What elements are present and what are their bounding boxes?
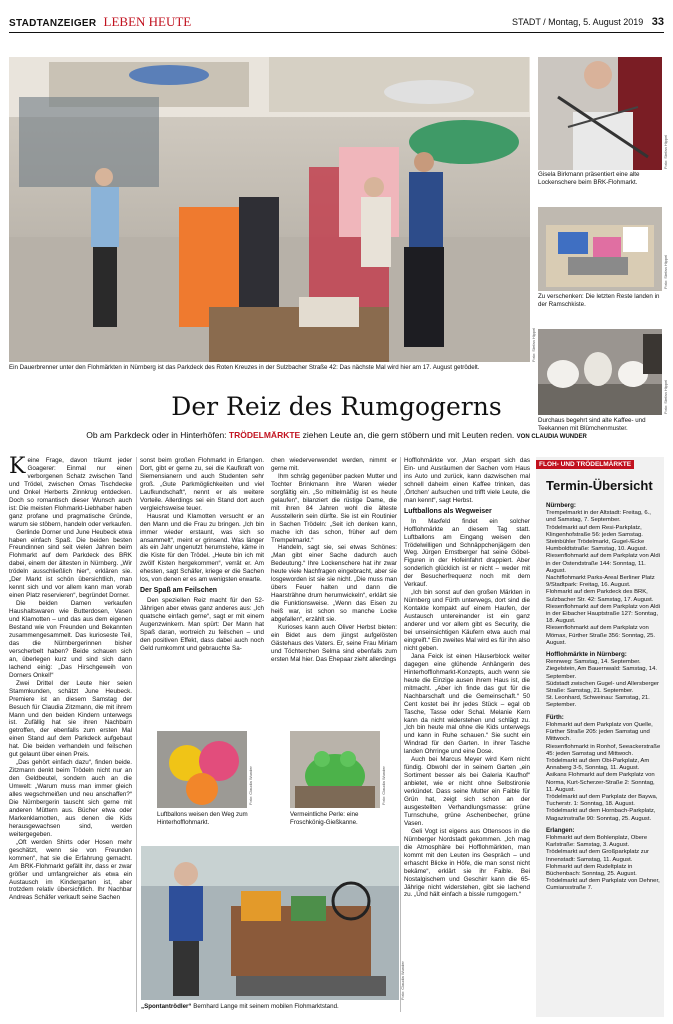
sidebar-title: Termin-Übersicht <box>546 478 653 493</box>
page-number: 33 <box>651 16 664 28</box>
paragraph: Auch bei Marcus Meyer wird Kern nicht fündig. Obwohl der in seinem Garten „ein Sortiment besser als bei Galeria Kaufhof“ anbietet, wie er nicht ohne Selbstironie verkündet. Dass seine Mutter ein Faible für Grün hat, zeigt sich schon an der ausgestellten Verhandlungsmasse: grüne Turnschuhe, grüne Aschenbecher, grüne Vasen. <box>404 756 530 827</box>
headline: Der Reiz des Rumgogerns <box>171 392 502 421</box>
sidebar-list <box>546 498 662 893</box>
byline: VON CLAUDIA WUNDER <box>516 434 587 440</box>
paragraph: „Ich bin sonst auf den großen Märkten in Nürnberg und Fürth unterwegs, dort sind die Kontakte kompakt auf einem Haufen, der Austausch untereinander ist ein ganz anderer und vor allem gibt es Security, die bei unseinsichtigen Käufern etwa auch mal eingreift.“ Ein zweites Mal wird es für ihn also nicht geben. <box>404 589 530 652</box>
caption-text: Bernhard Lange mit seinem mobilen Flohmarktstand. <box>191 1003 339 1010</box>
dateline-text: STADT / Montag, 5. August 2019 <box>511 17 644 27</box>
subheading: Der Spaß am Feilschen <box>140 587 218 595</box>
paper-name: STADTANZEIGER <box>9 18 97 29</box>
list-item: Rennweg: Samstag, 14. September. <box>546 659 641 666</box>
paragraph: sonst beim großen Flohmarkt in Erlangen. Dort, gibt er gerne zu, sei die Kaufkraft von Siemensianern und auch Studenten sehr groß. „Gute Parkmöglichkeiten und viel Laufkundschaft“, nennt er als weitere Vorteile. Allerdings sei ein Stand dort auch vergleichsweise teuer. <box>140 457 264 512</box>
deck-text-2: ziehen Leute an, die gern stöbern und mit Leuten reden. <box>300 430 515 440</box>
sidebar-tag: FLOH- UND TRÖDELMÄRKTE <box>536 460 634 469</box>
article-column-2 <box>140 457 264 653</box>
section-name: LEBEN HEUTE <box>103 14 192 29</box>
list-item: St. Leonhard, Schweinau: Samstag, 21. September. <box>546 695 650 709</box>
photo-caption-6 <box>141 1003 399 1011</box>
list-item: Trödelmarkt auf dem Großparkplatz zur Innenstadt: Samstag, 11. August. <box>546 849 649 863</box>
paragraph: Hofflohmärkte vor. „Man erspart sich das Ein- und Ausräumen der Sachen vom Haus ins Auto und zurück, kann dazwischen mal schnell daheim einen Kaffee trinken, das ‚Örtchen‘ aufsuchen und trifft viele Leute, die man kennt“, sagt Herbst. <box>404 457 530 504</box>
list-item: Trödelmarkt auf dem Obi-Parkplatz, Am Annaberg 3-5, Sonntag, 11. August. <box>546 757 650 772</box>
sidebar-heading: Erlangen: <box>546 826 575 834</box>
list-item: Trödelmarkt auf dem Parkplatz von Dehner, Cumiansstraße 7. <box>546 878 660 892</box>
list-item: Trödelmarkt auf dem Resi-Parkplatz, Klingenhofstraße 56: jeden Samstag. <box>546 524 643 538</box>
paragraph: Hausrat und Klamotten versucht er an den Mann und die Frau zu bringen. „Ich bin immer wieder erstaunt, was sich so ansammelt“, meint er grinsend. Was länger als ein Jahr ungenutzt herumstehe, käme in die Kiste für den Trödel. „Heute bin ich mit zwölf Kisten hergekommen“, verrät er. Am ehesten, sagt Schäfer, kriege er die Sachen los, von denen er es am wenigsten erwarte. <box>140 512 264 584</box>
list-item: Trödelmarkt auf dem Parkplatz der Baywa, Tucherstr. 1: Sonntag, 18. August. <box>546 793 658 808</box>
photo-credit-1: Foto: Stefan Hippel <box>663 134 668 169</box>
article-column-1 <box>9 454 132 902</box>
paragraph: Handeln, sagt sie, sei etwas Schönes: „Man gibt einer Sache dadurch auch Bedeutung.“ Ihre Lockenschere hat ihr zwar heute viele Nachfragen eingebracht, aber sie losgeworden ist sie sie nicht. „Die muss man übers Feuer halten und dann die Haarsträhne drum herumwickeln“, erklärt sie die Funktionsweise. „Wenn das Eisen zu heiß war, ist schon so manche Locke abgefallen“, erzählt sie. <box>271 544 397 624</box>
list-item: Südstadt zwischen Gugel- und Allersberger Straße: Samstag, 21. September. <box>546 680 659 695</box>
dateline <box>512 16 664 28</box>
drop-cap: K <box>9 454 26 479</box>
list-item: Steinbühler Trödelmarkt, Gugel-/Ecke Humboldtstraße: Samstag, 10. August. <box>546 539 648 553</box>
list-item: Trempelmarkt in der Altstadt: Freitag, 6., und Samstag, 7. September. <box>546 510 651 524</box>
list-item: Nachtflohmarkt Parks-Areal Berliner Platz 9/Stadtpark: Freitag, 16. August. <box>546 575 655 589</box>
photo-credit-3: Foto: Stefan Hippel <box>663 379 668 414</box>
photo-caption-2: Zu verschenken: Die letzten Reste landen in der Ramschkiste. <box>538 293 660 308</box>
photo-credit-6: Foto: Claudia Wunder <box>400 961 405 1000</box>
list-item: Riesenflohmarkt auf dem Parkplatz von Mömax, Fürther Straße 356: Sonntag, 25. August. <box>546 625 656 646</box>
deck <box>9 430 664 440</box>
paragraph: Keine Frage, davon träumt jeder Goagerer: Einmal nur einen verborgenen Schatz zwischen Tand und Trödel, zwischen Omas Tischdecke und Onkel Herberts Zinnkrug entdecken. Doch so romantisch dieser Wunsch auch ist: Die meisten Flohmarkt-Liebhaber haben ganz profane und pragmatische Gründe, warum sie stöbern, handeln oder verkaufen. <box>9 454 132 528</box>
list-item: Flohmarkt auf dem Parkplatz von Quelle, Fürther Straße 205: jeden Samstag und Mittwoch. <box>546 721 653 743</box>
photo-credit-4: Foto: Claudia Wunder <box>248 766 253 805</box>
list-item: Riesenflohmarkt auf dem Parkplatz von Aldi in der Ostendstraße 144: Sonntag, 11. August. <box>546 553 660 574</box>
photo-caption-4: Luftballons weisen den Weg zum Hinterhofflohmarkt. <box>157 811 248 826</box>
photo-luftballons <box>157 731 247 808</box>
sidebar-heading: Fürth: <box>546 713 564 721</box>
paragraph: Zwei Drittel der Leute hier seien Stammkunden, schätzt June Heubeck. Premiere ist an diesem Samstag der Besuch für Claudia Zitzmann, die mit ihrem Mann und den beiden Kindern unterwegs ist. Zufällig hat sie ihren Nachbarn getroffen, der ebenfalls zum ersten Mal einen Stand auf dem Parkdeck aufgebaut hat. Die beiden verhandeln und feilschen gut gelaunt über einen Preis. <box>9 679 132 759</box>
paragraph: „Oft werden Shirts oder Hosen mehr geschätzt, wenn sie von Freunden kommen“, hat sie die Erfahrung gemacht. Am BRK-Flohmarkt gefällt ihr, dass er zwar größer und umfangreicher als etwa ein Austausch im Kindergarten ist, aber trotzdem relativ übersichtlich. Ihr Nachbar Andreas Schäfer verkauft seine Sachen <box>9 838 132 902</box>
paragraph: Gerlinde Dorner und June Heubeck etwa haben einfach Spaß. Die beiden besten Freundinnen sind seit vielen Jahren beim Flohmarkt auf dem Parkdeck des BRK dabei, einem der ältesten in Nürnberg. „Wir trödeln ausschließlich hier“, erklären sie. „Der Markt ist schön übersichtlich, man kennt sich und vor allem kann man vorab einen Platz reservieren“, begründet Dorner. <box>9 528 132 600</box>
paragraph: „Das gehört einfach dazu“, finden beide. Zitzmann denkt beim Trödeln nicht nur an den Geldbeutel, sondern auch an die Umwelt: „Warum muss man immer gleich alles wegschmeißen und neu anschaffen?“ Die Nürnbergerin tauscht sich gerne mit anderen Müttern aus. Bücher etwa oder Markenklamotten, aus denen die Kids herausgewachsen sind, werden weitergegeben. <box>9 759 132 838</box>
masthead <box>9 14 191 30</box>
article-column-4 <box>404 457 530 899</box>
photo-lockenschere <box>538 57 662 170</box>
deck-text-1: Ob am Parkdeck oder in Hinterhöfen: <box>86 430 229 440</box>
list-item: Trödelmarkt auf dem Hornbach-Parkplatz, Magazinstraße 90: Sonntag, 25. August. <box>546 808 656 822</box>
header-rule <box>9 32 664 33</box>
article-column-3 <box>271 457 397 664</box>
column-divider <box>136 457 137 1012</box>
list-item: Flohmarkt auf dem Parkdeck des BRK, Sulzbacher Str. 42: Samstag, 17. August. <box>546 589 654 603</box>
subheading: Luftballons als Wegweiser <box>404 507 492 515</box>
paragraph: Die beiden Damen verkaufen Haushaltswaren wie Butterdosen, Vasen und Klamotten – und das aus dem eigenen Bestand wie von Freunden und Bekannten zusammengesammelt. Das kurioseste Teil, das die Nürnbergerinnen bisher verscherbelt haben? Beide schauen sich an, überlegen kurz und sind sich dann lachend einig: „Das Hirschgeweih von Dorners Onkel!“ <box>9 600 132 679</box>
paragraph: In Maxfeld findet ein solcher Hofflohmärkte an diesem Tag statt. Luftballons am Eingang weisen den Trödelwilligen und Schnäppchenjägern den Weg. Jürgen Ernstberger hat seine Göbel-Figuren in der Hofeinfahrt drappiert. Aber sonderlich glücklich ist er nicht – weder mit der Besucherfrequenz noch mit dem Verkauf. <box>404 517 530 589</box>
deck-keyword: TRÖDELMÄRKTE <box>228 430 301 440</box>
list-item: Flohmarkt auf dem Bohlenplatz, Obere Karlstraße: Samstag, 3. August. <box>546 834 648 849</box>
main-photo-credit: Foto: Stefan Hippel <box>531 327 536 362</box>
photo-credit-2: Foto: Stefan Hippel <box>663 254 668 289</box>
photo-caption-1: Gisela Birkmann präsentiert eine alte Lockenschere beim BRK-Flohmarkt. <box>538 171 640 186</box>
column-divider <box>400 457 401 1012</box>
main-photo <box>9 57 530 362</box>
photo-ramschkiste <box>538 207 662 291</box>
list-item: Riesenflohmarkt in Ronhof, Seeackerstraße 45: jeden Samstag und Mittwoch. <box>546 743 661 757</box>
paragraph: Kurioses kann auch Oliver Herbst bieten: ein Bidet aus dem jüngst aufgelösten Gästehaus des Vaters. Er, seine Frau Miriam und Töchterchen Selma sind ebenfalls zum ersten Mal hier. Das Ehepaar zieht allerdings <box>271 624 397 663</box>
sidebar-heading: Hofflohmärkte in Nürnberg: <box>546 651 627 659</box>
main-photo-caption: Ein Dauerbrenner unter den Flohmärkten in Nürnberg ist das Parkdeck des Roten Kreuzes in der Sulzbacher Straße 42: Das nächste Mal wird hier am 17. August getrödelt. <box>9 364 480 371</box>
paragraph: chen wiederverwendet werden, nimmt er gerne mit. <box>271 457 397 472</box>
photo-froschkoenig <box>290 731 380 808</box>
list-item: Ziegelstein, Am Bauernwald: Samstag, 14. September. <box>546 666 657 680</box>
photo-caption-5: Vermeintliche Perle: eine Froschkönig-Gießkanne. <box>290 811 359 826</box>
photo-credit-5: Foto: Claudia Wunder <box>381 766 386 805</box>
caption-bold: „Spontantrödler“ <box>141 1003 192 1010</box>
paragraph: Den speziellen Reiz macht für den 52-Jährigen aber etwas ganz anderes aus: „Ich quatsche einfach gerne“, sagt er mit einem Augenzwinkern. Man spürt: Der Mann hat Spaß daran, wortreich zu feilschen – und den positiven Effekt, dass dabei auch noch Geld rumkommt und gebrauchte Sa- <box>140 597 264 652</box>
list-item: Asikans Flohmarkt auf dem Parkplatz von Norma, Kurt-Scherzer-Straße 2: Sonntag, 11. August. <box>546 772 655 793</box>
list-item: Flohmarkt auf dem Rudeltplatz in Büchenbach: Sonntag, 25. August. <box>546 863 637 877</box>
photo-caption-3: Durchaus begehrt sind alte Kaffee- und Teekannen mit Blümchenmuster. <box>538 417 646 432</box>
paragraph: Ihm schräg gegenüber packen Mutter und Tochter Brinkmann ihre Waren wieder sorgfältig ein. „So mittelmäßig ist es heute gelaufen“, bilanziert die rüstige Dame, die mit ihren 84 Jahren wohl die älteste Ausstellerin sein dürfte. Sie ist ein Routinier in Sachen Trödeln: „Seit ich denken kann, mache ich das schon, früher auf dem Trempelmarkt.“ <box>271 472 397 544</box>
paragraph: Jana Feick ist einen Häuserblock weiter dagegen eine glühende Anhängerin des Hinterhofflohmarkt-Konzepts, auch wenn sie heute die Einzige ausen ihrem Haus ist, die mitmacht. „Aber ich finde das gut für die Nachbarschaft und die Gemeinschaft.“ 50 Cent kostet bei ihr jedes Stück – egal ob Tasche, Tasse oder Schal. Melanie Kern kann da nicht widerstehen und schlägt zu. „Ich bin heute mal ohne die Kids unterwegs und kann in Ruhe schauen.“ Sie sucht ein Windrad für den Garten. In ihrer Tasche landen Ohrringe und eine Dose. <box>404 652 530 756</box>
sidebar-heading: Nürnberg: <box>546 502 576 509</box>
photo-spontantroedler <box>141 846 399 1000</box>
paragraph: Geli Vogt ist eigens aus Ottensoos in die Nürnberger Nordstadt gekommen. „Ich mag die Atmosphäre bei Hofflohmärkten, man kommt mit den Leuten ins Gespräch – und erhascht Blicke in Höfe, die man sonst nicht bekäme“, erklärt sie ihr Faible. Bei Nostalgischem und Geschirr kann die 65-Jährige nicht widerstehen, gibt sie lachend zu. „Und hält einfach a bissle rumgogern.“ <box>404 827 530 899</box>
list-item: Riesenflohmarkt auf dem Parkplatz von Aldi in der Eibacher Hauptstraße 127: Sonntag, 18. August. <box>546 603 660 625</box>
